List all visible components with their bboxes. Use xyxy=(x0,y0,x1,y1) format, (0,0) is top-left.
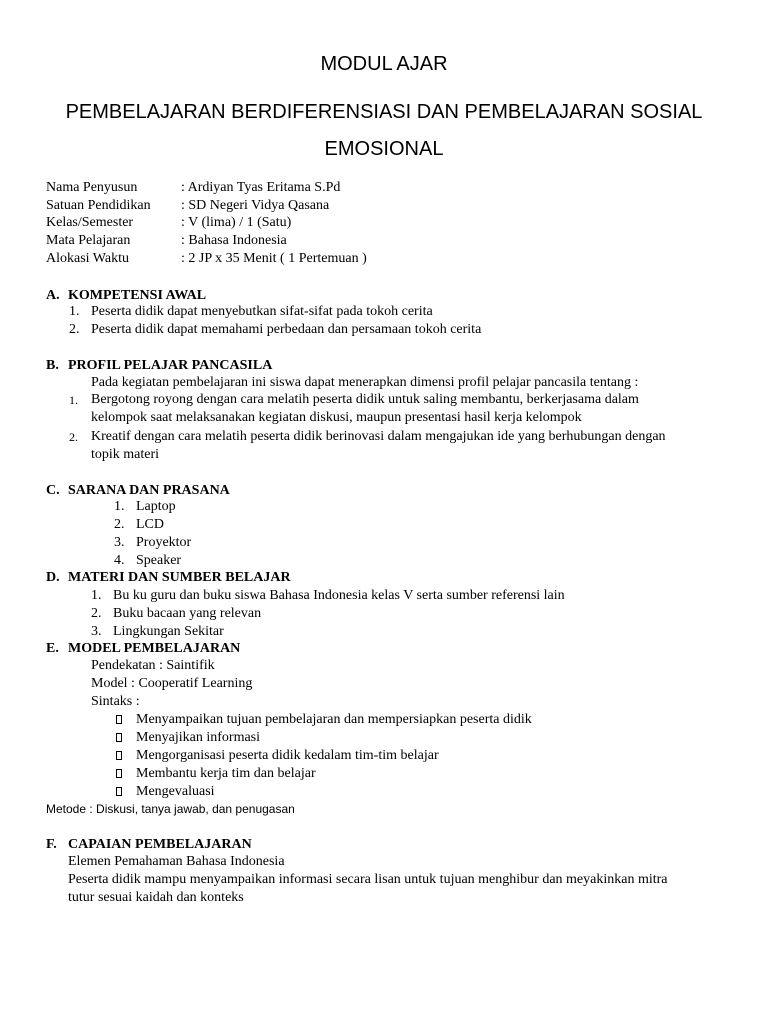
identity-label: Alokasi Waktu xyxy=(46,251,129,266)
list-number: 1. xyxy=(69,393,78,407)
list-item: Buku bacaan yang relevan xyxy=(113,606,262,621)
sintaks-label: Sintaks : xyxy=(91,694,140,709)
list-item: Peserta didik dapat menyebutkan sifat-sifat pada tokoh cerita xyxy=(91,304,433,319)
list-item-line: topik materi xyxy=(91,447,160,462)
sintaks-item: Menyajikan informasi xyxy=(136,730,261,745)
document-subtitle-line2: EMOSIONAL xyxy=(324,138,444,160)
list-number: 3. xyxy=(91,624,102,639)
checkbox-bullet-icon xyxy=(116,715,122,724)
list-item: Bu ku guru dan buku siswa Bahasa Indonesia kelas V serta sumber referensi lain xyxy=(113,588,565,603)
model-text: Model : Cooperatif Learning xyxy=(91,676,253,691)
list-number: 2. xyxy=(91,606,102,621)
pendekatan-text: Pendekatan : Saintifik xyxy=(91,658,215,673)
identity-label: Kelas/Semester xyxy=(46,215,134,230)
list-item-line: Bergotong royong dengan cara melatih peserta didik untuk saling membantu, berkerjasama dalam xyxy=(91,392,639,407)
sintaks-item: Mengevaluasi xyxy=(136,784,215,799)
section-c-letter: C. xyxy=(46,483,60,498)
capaian-line: tutur sesuai kaidah dan konteks xyxy=(68,890,244,905)
list-number: 2. xyxy=(69,430,78,444)
capaian-line: Peserta didik mampu menyampaikan informasi secara lisan untuk tujuan menghibur dan meyakinkan mitra xyxy=(68,872,668,887)
document-title: MODUL AJAR xyxy=(320,53,448,75)
list-item: Laptop xyxy=(136,499,176,514)
document-subtitle-line1: PEMBELAJARAN BERDIFERENSIASI DAN PEMBELAJARAN SOSIAL xyxy=(65,101,703,123)
section-d-letter: D. xyxy=(46,570,60,585)
identity-value: : SD Negeri Vidya Qasana xyxy=(181,198,330,213)
section-d-title: MATERI DAN SUMBER BELAJAR xyxy=(68,570,291,585)
list-number: 2. xyxy=(69,322,80,337)
list-number: 1. xyxy=(114,499,125,514)
identity-label: Satuan Pendidikan xyxy=(46,198,151,213)
list-number: 2. xyxy=(114,517,125,532)
list-number: 4. xyxy=(114,553,125,568)
checkbox-bullet-icon xyxy=(116,787,122,796)
list-item: Speaker xyxy=(136,553,182,568)
section-a-letter: A. xyxy=(46,288,60,303)
section-b-letter: B. xyxy=(46,358,59,373)
section-b-title: PROFIL PELAJAR PANCASILA xyxy=(68,358,273,373)
identity-value: : Bahasa Indonesia xyxy=(181,233,287,248)
list-item: Peserta didik dapat memahami perbedaan dan persamaan tokoh cerita xyxy=(91,322,482,337)
section-c-title: SARANA DAN PRASANA xyxy=(68,483,230,498)
list-number: 3. xyxy=(114,535,125,550)
checkbox-bullet-icon xyxy=(116,769,122,778)
list-item: Lingkungan Sekitar xyxy=(113,624,224,639)
sintaks-item: Menyampaikan tujuan pembelajaran dan mempersiapkan peserta didik xyxy=(136,712,532,727)
section-e-title: MODEL PEMBELAJARAN xyxy=(68,641,241,656)
identity-value: : V (lima) / 1 (Satu) xyxy=(181,215,292,230)
checkbox-bullet-icon xyxy=(116,733,122,742)
section-e-letter: E. xyxy=(46,641,59,656)
metode-text: Metode : Diskusi, tanya jawab, dan penugasan xyxy=(46,802,295,816)
identity-value: : Ardiyan Tyas Eritama S.Pd xyxy=(181,180,341,195)
identity-value: : 2 JP x 35 Menit ( 1 Pertemuan ) xyxy=(181,251,367,266)
section-a-title: KOMPETENSI AWAL xyxy=(68,288,207,303)
list-number: 1. xyxy=(69,304,80,319)
list-item: LCD xyxy=(136,517,164,532)
section-f-letter: F. xyxy=(46,837,57,852)
list-item-line: kelompok saat melaksanakan kegiatan diskusi, maupun presentasi hasil kerja kelompok xyxy=(91,410,582,425)
section-b-intro: Pada kegiatan pembelajaran ini siswa dapat menerapkan dimensi profil pelajar pancasila tentang : xyxy=(91,375,639,390)
sintaks-item: Membantu kerja tim dan belajar xyxy=(136,766,316,781)
list-item: Proyektor xyxy=(136,535,192,550)
section-f-title: CAPAIAN PEMBELAJARAN xyxy=(68,837,252,852)
list-number: 1. xyxy=(91,588,102,603)
checkbox-bullet-icon xyxy=(116,751,122,760)
sintaks-item: Mengorganisasi peserta didik kedalam tim-tim belajar xyxy=(136,748,439,763)
list-item-line: Kreatif dengan cara melatih peserta didik berinovasi dalam mengajukan ide yang berhubungan dengan xyxy=(91,429,666,444)
identity-label: Mata Pelajaran xyxy=(46,233,131,248)
elemen-text: Elemen Pemahaman Bahasa Indonesia xyxy=(68,854,285,869)
identity-label: Nama Penyusun xyxy=(46,180,138,195)
